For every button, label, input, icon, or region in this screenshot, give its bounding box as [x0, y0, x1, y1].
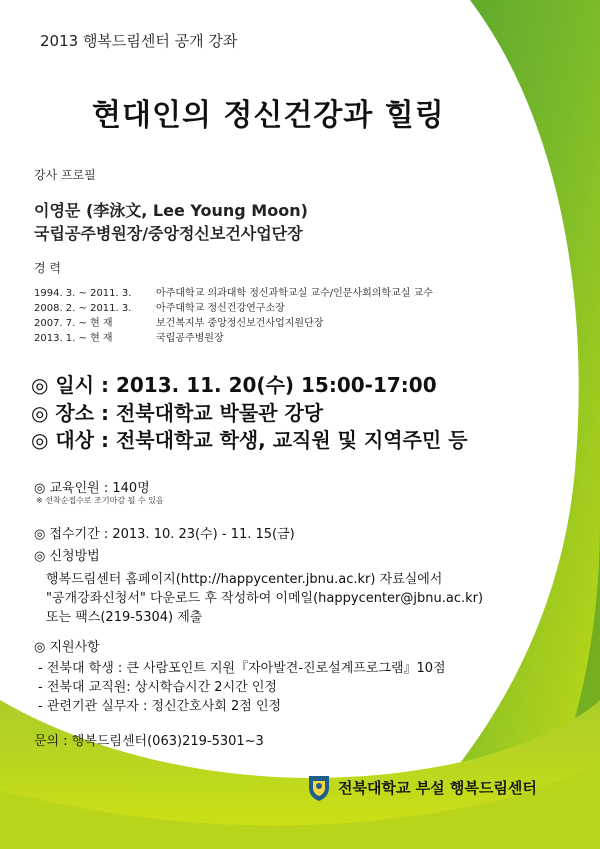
event-place: ◎ 장소 : 전북대학교 박물관 강당	[31, 401, 324, 425]
career-item	[34, 284, 433, 299]
career-item	[34, 299, 285, 314]
career-period: 1994. 3. ~ 2011. 3.	[34, 288, 132, 299]
career-desc: 보건복지부 중앙정신보건사업지원단장	[156, 318, 324, 329]
footer-organization: 전북대학교 부설 행복드림센터	[338, 779, 537, 797]
career-desc: 국립공주병원장	[156, 333, 224, 344]
method-line: 행복드림센터 홈페이지(http://happycenter.jbnu.ac.kr) 자료실에서	[46, 572, 443, 587]
method-heading: ◎ 신청방법	[34, 549, 100, 564]
career-period: 2013. 1. ~ 현 재	[34, 333, 113, 344]
instructor-position: 국립공주병원장/중앙정신보건사업단장	[34, 224, 303, 243]
support-heading: ◎ 지원사항	[34, 640, 100, 655]
career-heading: 경 력	[34, 261, 61, 275]
method-line: 또는 팩스(219-5304) 제출	[46, 610, 203, 625]
career-desc: 아주대학교 정신건강연구소장	[156, 303, 285, 314]
contact-info: 문의 : 행복드림센터(063)219-5301~3	[34, 734, 264, 749]
career-desc: 아주대학교 의과대학 정신과학교실 교수/인문사회의학교실 교수	[156, 288, 433, 299]
support-line: - 전북대 교직원: 상시학습시간 2시간 인정	[38, 680, 277, 695]
event-target: ◎ 대상 : 전북대학교 학생, 교직원 및 지역주민 등	[31, 428, 468, 452]
capacity-note: ※ 선착순접수로 조기마감 될 수 있음	[36, 496, 164, 505]
page-title: 현대인의 정신건강과 힐링	[92, 98, 445, 133]
support-line: - 관련기관 실무자 : 정신간호사회 2점 인정	[38, 699, 282, 714]
university-emblem-icon	[305, 772, 333, 802]
profile-heading: 강사 프로필	[34, 168, 96, 182]
instructor-name: 이영문 (李泳文, Lee Young Moon)	[34, 201, 308, 220]
support-line: - 전북대 학생 : 큰 사람포인트 지원『자아발견-진로설계프로그램』10점	[38, 661, 446, 676]
capacity: ◎ 교육인원 : 140명	[34, 481, 150, 496]
application-period: ◎ 접수기간 : 2013. 10. 23(수) - 11. 15(금)	[34, 527, 295, 542]
method-line: "공개강좌신청서" 다운로드 후 작성하여 이메일(happycenter@jbnu.ac.kr)	[46, 591, 484, 606]
career-period: 2007. 7. ~ 현 재	[34, 318, 113, 329]
career-period: 2008. 2. ~ 2011. 3.	[34, 303, 132, 314]
career-item	[34, 314, 323, 329]
event-date: ◎ 일시 : 2013. 11. 20(수) 15:00-17:00	[31, 373, 437, 397]
career-item	[34, 329, 224, 344]
event-subtitle: 2013 행복드림센터 공개 강좌	[40, 32, 238, 50]
